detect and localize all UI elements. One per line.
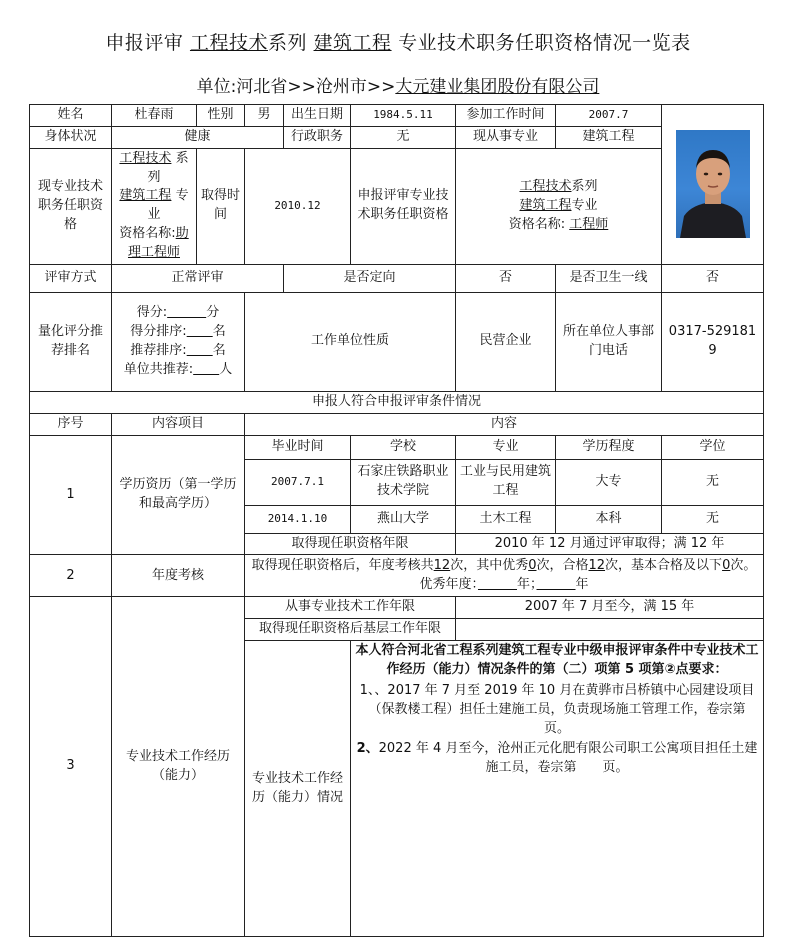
edu-header-degree: 学位 [662,435,764,459]
quant-label: 量化评分推荐排名 [30,292,112,391]
exp-no: 3 [30,597,112,937]
edu-row-level: 大专 [556,459,662,505]
total-unit: 人 [219,361,233,377]
annual-item: 年度考核 [112,555,245,597]
exp-item: 专业技术工作经历（能力） [112,597,245,937]
unit-city: 沧州市>> [315,77,396,97]
exp-detail [351,641,772,937]
edu-no: 1 [30,435,112,555]
annual-text: 取得现任职资格后，年度考核共 [251,558,434,574]
current-qual-label: 现专业技术职务任职资格 [30,148,112,264]
name-label: 姓名 [30,105,112,127]
work-start-value: 2007.7 [556,105,662,127]
apply-qual-label: 申报评审专业技术职务任职资格 [351,148,456,264]
directed-value: 否 [456,264,556,292]
grassroots-label: 取得现任职资格后基层工作年限 [245,619,456,641]
edu-row-major: 工业与民用建筑工程 [456,459,556,505]
org-nature-label: 工作单位性质 [245,292,456,391]
annual-detail [245,555,764,597]
hr-phone-value: 0317-5291819 [662,292,764,391]
birth-label: 出生日期 [284,105,351,127]
annual-basic: 0 [722,558,731,574]
birth-value: 1984.5.11 [351,105,456,127]
score-rank-label: 得分排序: [130,323,187,339]
title-prefix: 申报评审 [105,32,184,54]
exp-item-2: 2022 年 4 月至今，沧州正元化肥有限公司职工公寓项目担任土建施工员，卷宗第 页。 [378,741,758,776]
name-value: 杜春雨 [112,105,197,127]
current-qual-name-label: 资格名称: [119,226,176,242]
edu-years-label: 取得现任职资格年限 [245,533,456,555]
annual-text: 次，基本合格及以下 [605,558,723,574]
title-series-suffix: 系列 [267,32,307,54]
apply-qual-name-label: 资格名称: [508,216,566,232]
exp-years-label: 从事专业技术工作年限 [245,597,456,619]
title-series: 工程技术 [189,32,268,54]
header-no: 序号 [30,413,112,435]
current-qual-specialty: 建筑工程 [119,188,172,204]
unit-line [0,72,796,97]
annual-text: 次。优秀年度： [419,558,757,592]
score-rank-unit: 名 [212,323,226,339]
edu-row-level: 本科 [556,505,662,533]
edu-row-degree: 无 [662,505,764,533]
annual-no: 2 [30,555,112,597]
annual-text: 年 [575,576,589,592]
annual-pass: 12 [588,558,606,574]
apply-qual-series: 工程技术 [519,178,572,194]
edu-row-school: 燕山大学 [351,505,456,533]
exp-item-2-number: 2、 [356,741,379,757]
qualification-form [29,104,772,937]
current-qual-specialty-suffix: 专业 [147,188,189,223]
annual-text: 次，其中优秀 [450,558,529,574]
current-qual-series: 工程技术 [119,150,172,166]
edu-header-level: 学历程度 [556,435,662,459]
edu-row-grad-time: 2014.1.10 [245,505,351,533]
gender-label: 性别 [197,105,245,127]
rec-rank-label: 推荐排序: [130,342,187,358]
obtain-time-value: 2010.12 [245,148,351,264]
health-line-value: 否 [662,264,764,292]
health-value: 健康 [112,126,284,148]
apply-qual-specialty-suffix: 专业 [571,197,598,213]
apply-qual-name: 工程师 [569,216,609,232]
annual-text: 年； [516,576,537,592]
hr-phone-label: 所在单位人事部门电话 [556,292,662,391]
annual-excellent: 0 [528,558,537,574]
edu-row-grad-time: 2007.7.1 [245,459,351,505]
current-major-label: 现从事专业 [456,126,556,148]
annual-total: 12 [433,558,451,574]
title-suffix: 专业技术职务任职资格情况一览表 [398,32,691,54]
unit-company: 大元建业集团股份有限公司 [395,77,600,97]
score-label: 得分: [136,305,168,321]
exp-item-1: 1、、2017 年 7 月至 2019 年 10 月在黄骅市吕桥镇中心园建设项目（保教楼工程）担任土建施工员，负责现场施工管理工作，卷宗第 页。 [359,682,772,736]
header-content: 内容 [245,413,764,435]
review-method-label: 评审方式 [30,264,112,292]
quant-detail [112,292,245,391]
obtain-time-label: 取得时间 [197,148,245,264]
title-specialty: 建筑工程 [313,32,392,54]
exp-detail-label: 专业技术工作经历（能力）情况 [245,641,351,937]
work-start-label: 参加工作时间 [456,105,556,127]
edu-row-major: 土木工程 [456,505,556,533]
score-unit: 分 [206,305,220,321]
org-nature-value: 民营企业 [456,292,556,391]
directed-label: 是否定向 [284,264,456,292]
photo-cell [662,105,764,265]
portrait-icon [676,130,750,238]
rec-rank-unit: 名 [212,342,226,358]
current-major-value: 建筑工程 [556,126,662,148]
apply-qual-series-suffix: 系列 [571,178,598,194]
edu-header-major: 专业 [456,435,556,459]
edu-row-degree: 无 [662,459,764,505]
apply-qual-specialty: 建筑工程 [519,197,572,213]
edu-header-grad-time: 毕业时间 [245,435,351,459]
admin-post-value: 无 [351,126,456,148]
edu-item: 学历资历（第一学历和最高学历） [112,435,245,555]
page-title [0,28,796,55]
unit-province: 河北省>> [236,77,316,97]
grassroots-value [456,619,764,641]
current-qual-detail [112,148,197,264]
total-label: 单位共推荐: [123,361,194,377]
review-method-value: 正常评审 [112,264,284,292]
edu-row-school: 石家庄铁路职业技术学院 [351,459,456,505]
health-label: 身体状况 [30,126,112,148]
exp-statement: 本人符合河北省工程系列建筑工程专业中级申报评审条件中专业技术工作经历（能力）情况条件的第（二）项第 5 项第②点要求： [355,643,759,677]
admin-post-label: 行政职务 [284,126,351,148]
exp-years-value: 2007 年 7 月至今，满 15 年 [456,597,764,619]
current-qual-series-suffix: 系列 [147,150,189,185]
applicant-photo [676,130,750,238]
edu-header-school: 学校 [351,435,456,459]
unit-label: 单位: [196,77,237,97]
current-qual-name: 助理工程师 [127,226,189,260]
health-line-label: 是否卫生一线 [556,264,662,292]
conditions-title: 申报人符合申报评审条件情况 [30,391,764,413]
edu-years-value: 2010 年 12 月通过评审取得；满 12 年 [456,533,764,555]
header-item: 内容项目 [112,413,245,435]
annual-text: 次，合格 [536,558,589,574]
apply-qual-detail [456,148,662,264]
gender-value: 男 [245,105,284,127]
